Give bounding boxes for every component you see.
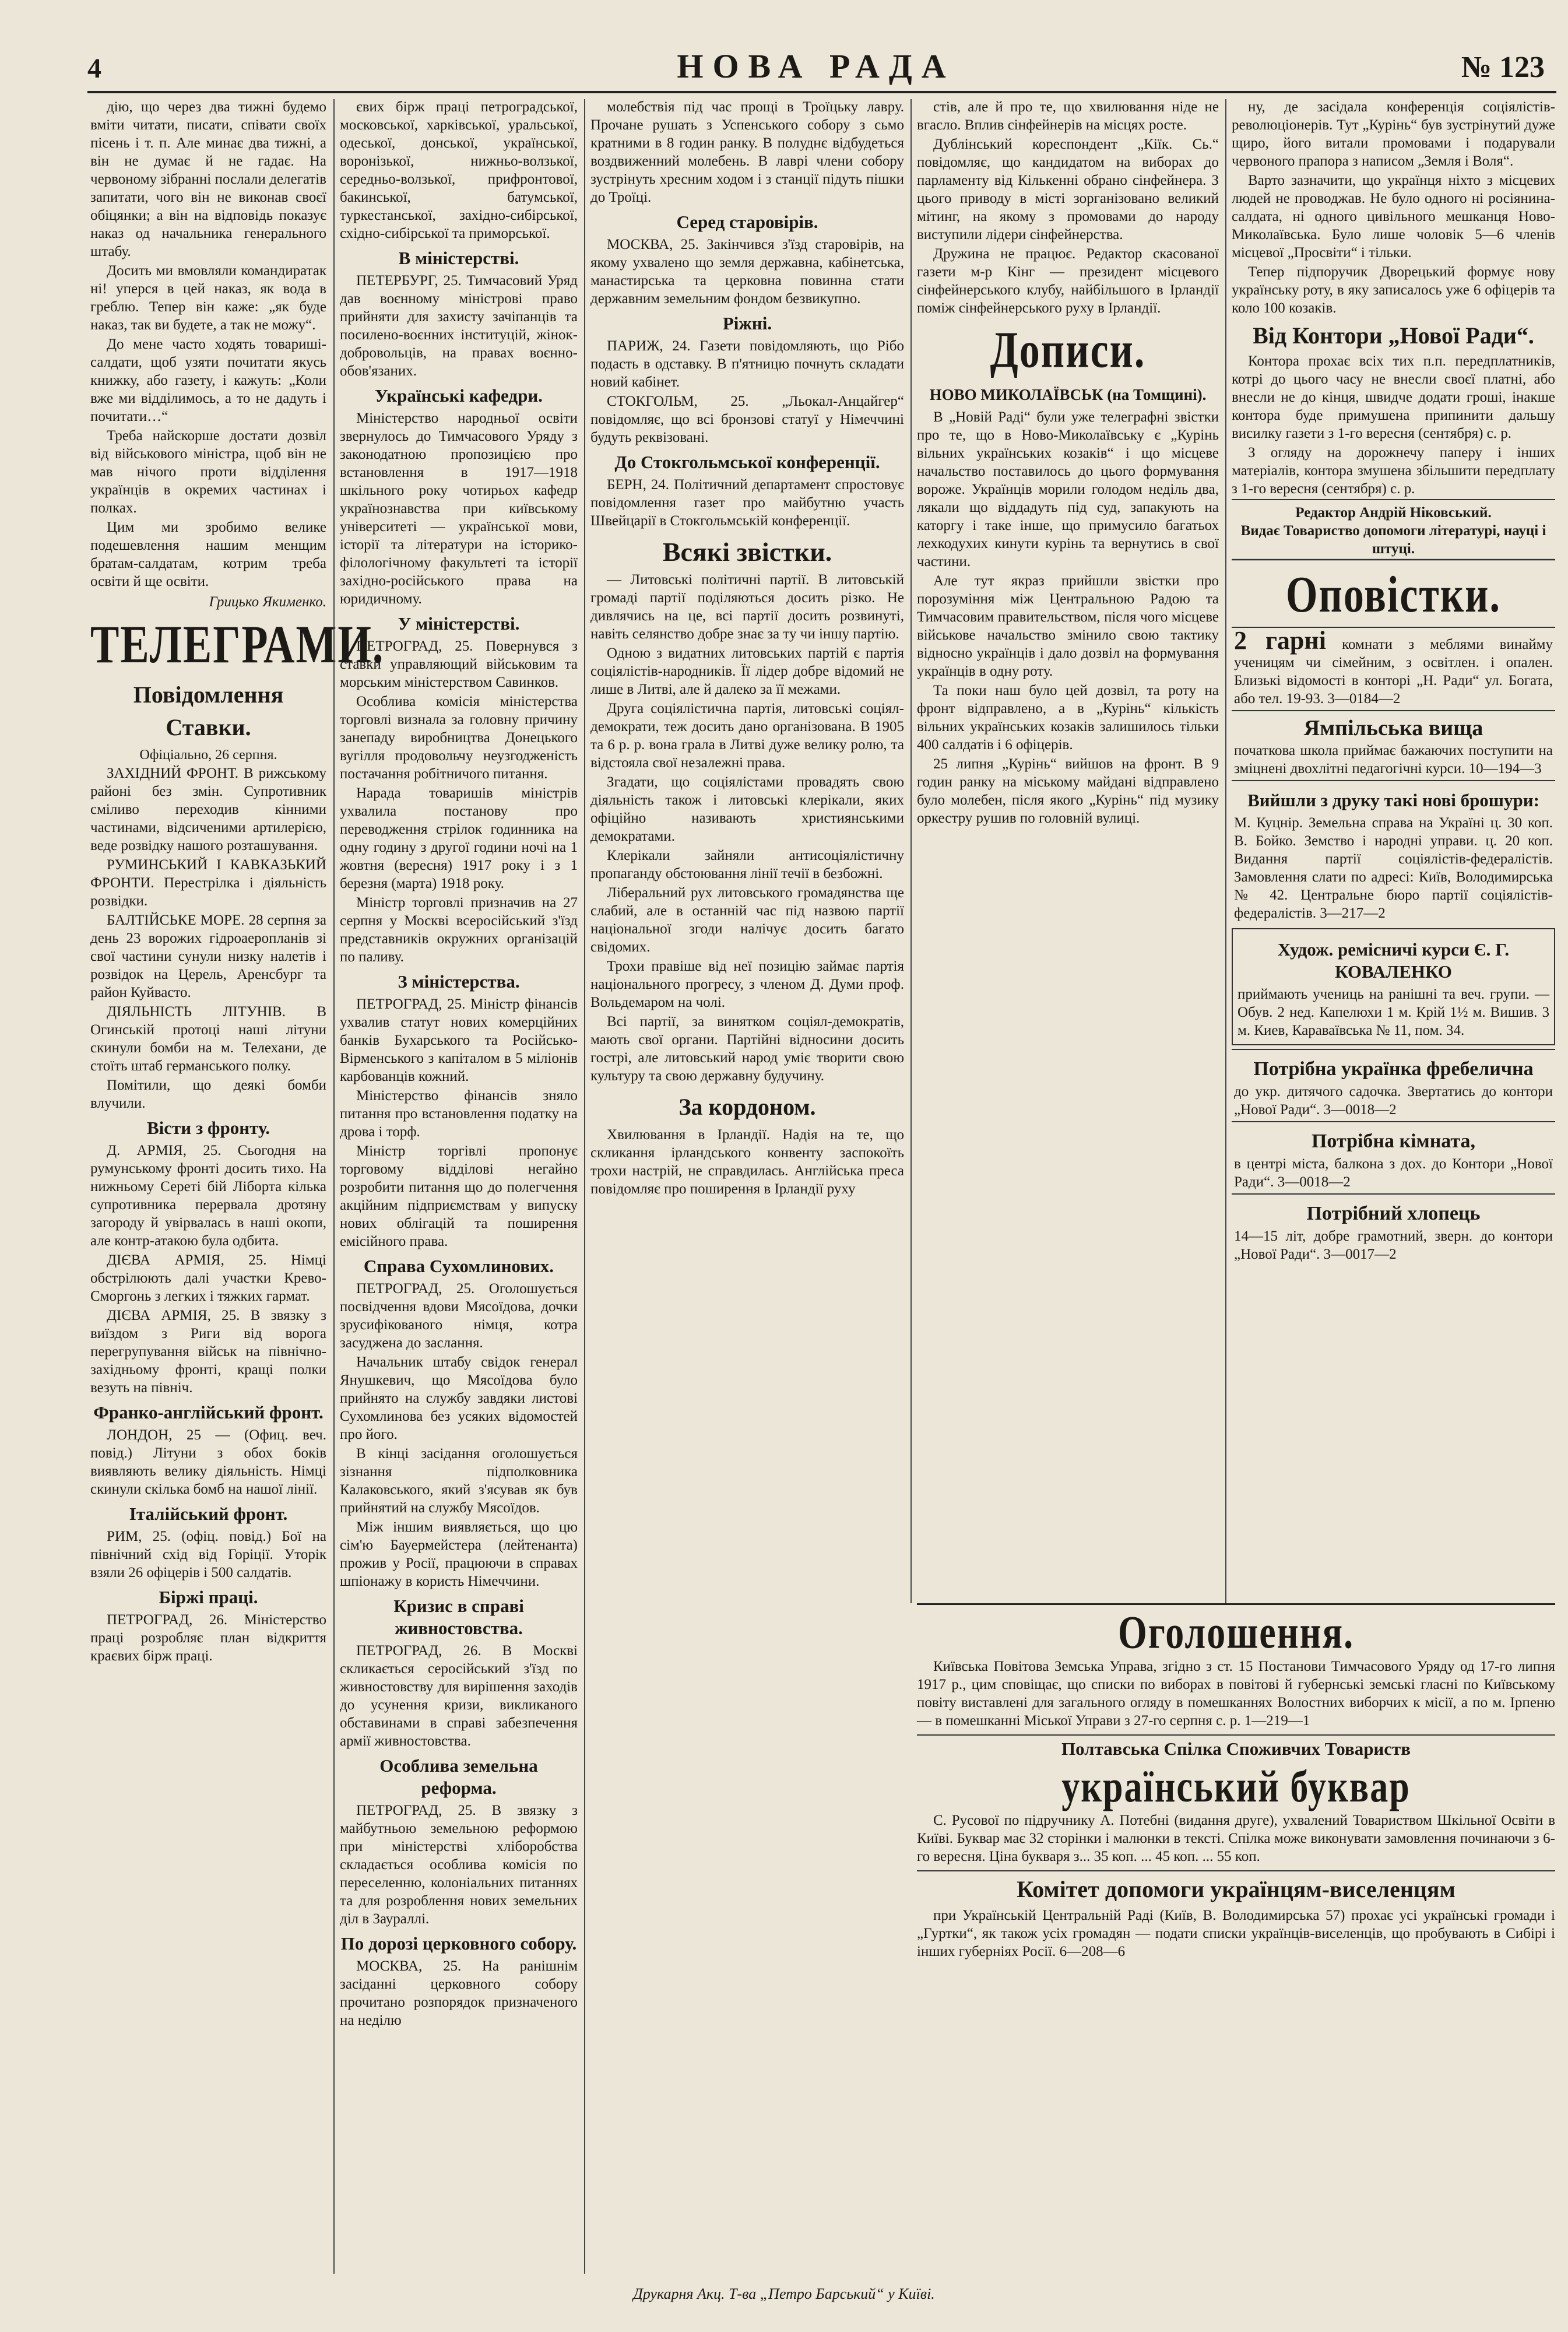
- notice-room-wanted: [1232, 1121, 1555, 1193]
- masthead-rule: [87, 91, 1556, 93]
- heading-novo-mykolaivsk: НОВО МИКОЛАЇВСЬК (на Томщині).: [929, 386, 1207, 403]
- article-paragraph: Між іншим виявляється, що цю сім'ю Бауермейстера (лейтенанта) прожив у Росії, працюючи в справах шпіонажу в користь Німеччини.: [340, 1519, 578, 1589]
- advertisements-block: [917, 1603, 1555, 2281]
- article-paragraph: ПЕТРОГРАД, 25. Оголошується посвідчення вдови Мясоїдова, дочки зрусифікованого німця, котра засуджена до заслання.: [340, 1281, 578, 1351]
- article-paragraph: Цим ми зробимо велике подешевлення нашим менщим братам-салдатам, котрим треба освіти й ще освіти.: [90, 519, 326, 589]
- article-paragraph: ПАРИЖ, 24. Газети повідомляють, що Рібо подасть в одставку. В п'ятницю почнуть складати новий кабінет.: [590, 338, 904, 390]
- notice-courses: [1232, 928, 1555, 1045]
- masthead: [87, 47, 1545, 87]
- article-paragraph: ПЕТРОГРАД, 25. В звязку з майбутньою земельною реформою при міністерстві хліборобства складається особлива комісія по переселенню, колоніальних питаннях та для розроблення нових земельних діл в Заураллі.: [340, 1803, 578, 1927]
- article-paragraph: Одною з видатних литовських партій є партія соціялістів-народників. Її лідер добре відомий не лише в Литві, але й далеко за її межами.: [590, 645, 904, 697]
- column-2: [340, 98, 578, 2278]
- notice-heading: Худож. ремісничі курси Є. Г. КОВАЛЕНКО: [1277, 939, 1510, 982]
- notice-heading: Ямпільська вища: [1303, 716, 1483, 740]
- article-paragraph: Помітили, що деякі бомби влучили.: [90, 1077, 326, 1111]
- article-paragraph: До мене часто ходять товариші-салдати, щоб узяти почитати якусь книжку, або газету, і кажуть: „Коли вже ми відділимось, а то не дадуть і почитати…“: [90, 336, 326, 424]
- notice-text: приймають учениць на ранішні та веч. групи. — Обув. 2 нед. Капелюхи 1 м. Крій 1½ м. Вишив. 3 м. Киев, Караваївська № 11, пом. 34.: [1237, 986, 1549, 1038]
- article-paragraph: ПЕТРОГРАД, 25. Міністр фінансів ухвалив статут нових комерційних банків Бухарського та Російсько-Вірменського з капіталом в 5 міліонів карбованців кожний.: [340, 996, 578, 1084]
- heading-ministry-2: У міністерстві.: [398, 613, 520, 634]
- newspaper-title: НОВА РАДА: [677, 47, 955, 85]
- heading-all-news: Всякі звістки.: [662, 537, 832, 567]
- article-paragraph: ДІЄВА АРМІЯ, 25. Німці обстрілюють далі участки Крево-Сморгонь з легких і тяжких гармат.: [90, 1252, 326, 1304]
- article-paragraph: молебствія під час прощі в Троїцьку лавру. Прочане рушать з Успенського собору з сьмо кратними в 8 годин ранку. В полуднє відбудеться воздвиженний молебень. В лаврі члени собору зустрінуть хресним ходом і з станції підуть пішки до Троїці.: [590, 99, 904, 205]
- article-paragraph: Дружина не працює. Редактор скасованої газети м-р Кінг — президент місцевого сінфейнерського клубу, найбільшого в Ірландії поміж сінфейнерського руху в Ірландії.: [917, 246, 1219, 316]
- notice-heading: Потрібний хлопець: [1306, 1203, 1481, 1224]
- notice-brochures: [1232, 780, 1555, 925]
- article-paragraph: Міністр торгівлі пропонує торговому відділові негайно розробити питання що до полегчення акційним підприємствам у випуску нових облігацій та поширення емісійного права.: [340, 1143, 578, 1249]
- author-signature: Грицько Якименко.: [209, 594, 326, 610]
- article-paragraph: Міністр торговлі призначив на 27 серпня у Москві всеросійський з'їзд представників окружних організацій по паливу.: [340, 895, 578, 965]
- article-paragraph: Та поки наш було цей дозвіл, та роту на фронт відправлено, а в „Курінь“ кількість вільних українських козаків залишилось тільки 400 салдатів і 6 офіцерів.: [917, 683, 1219, 753]
- article-paragraph: СТОКГОЛЬМ, 25. „Льокал-Анцайгер“ повідомляє, що всі бронзові статуї у Німеччині будуть реквізовані.: [590, 394, 904, 445]
- article-paragraph: Начальник штабу свідок генерал Янушкевич, що Мясоїдова було прийнято на службу завдяки листові Сухомлинова без усяких відомостей про його.: [340, 1354, 578, 1442]
- section-heading-telegrams: ТЕЛЕГРАМИ.: [90, 614, 385, 675]
- heading-ministry-3: З міністерства.: [398, 971, 520, 992]
- article-paragraph: Ліберальний рух литовського громадянства ще слабий, але в останній час під назвою партії національної згоди налічує досить багато свідомих.: [590, 885, 904, 955]
- ad-text: С. Русової по підручнику А. Потебні (видання друге), ухвалений Товариством Шкільної Освіти в Київі. Буквар має 32 сторінки і малюнки в тексті. Спілка може виконувати замовлення починаючи з 6-го вересня. Ціна букваря з... 35 коп. ... 45 коп. ... 55 коп.: [917, 1813, 1555, 1864]
- article-paragraph: Варто зазначити, що українця ніхто з місцевих людей не проводжав. Не було одного ні росіянина-салдата, ні одного цивільного мешканця Ново-Миколаївська. Було лише чоловік 5—6 членів місцевої „Просвіти“ і тільки.: [1232, 173, 1555, 261]
- notice-heading: Вийшли з друку такі нові брошури:: [1247, 790, 1539, 810]
- article-paragraph: Клерікали зайняли антисоціялістичну пропаганду обстоювання лінії течії в безбожні.: [590, 848, 904, 881]
- heading-primer: український буквар: [1061, 1762, 1411, 1812]
- heading-church-council: По дорозі церковного собору.: [340, 1933, 577, 1954]
- section-heading-notices: Оповістки.: [1232, 559, 1555, 631]
- article-paragraph: євих бірж праці петроградської, московської, харківської, уральської, одеської, донської, української, воронізької, нижньо-волзької, середньо-волзької, прифронтової, бакинської, батумської, туркестанської, західно-сибірської, східно-сибірської та приморської.: [340, 99, 578, 241]
- article-paragraph: ЗАХІДНИЙ ФРОНТ. В рижському районі без змін. Супротивник сміливо переходив кінними частинами, відсиченими артилерією, веде розвідку нашого розташування.: [90, 765, 326, 854]
- heading-ministry: В міністерстві.: [398, 248, 519, 268]
- heading-office-notice: Від Контори „Нової Ради“.: [1253, 322, 1534, 349]
- publisher-name: Видає Товариство допомоги літературі, науці і штуці.: [1240, 523, 1546, 557]
- heading-front-news: Вісти з фронту.: [146, 1118, 270, 1138]
- column-rule: [910, 99, 912, 1603]
- article-paragraph: Тепер підпоручик Дворецький формує нову українську роту, в яку записалось уже 6 офіцерів та коло 100 козаків.: [1232, 264, 1555, 316]
- article-paragraph: Але тут якраз прийшли звістки про порозуміння між Центральною Радою та Тимчасовим правительством, після чого місцеве військове начальство змінило свою тактику відносно українців і дало дозвіл на формування українців в одну роту.: [917, 573, 1219, 679]
- article-paragraph: ну, де засідала конференція соціялістів-революціонерів. Тут „Курінь“ був зустрінутий дуже щиро, його витали промовами і подарували червоного прапора з написом „Земля і Воля“.: [1232, 99, 1555, 169]
- notice-kindergarten: [1232, 1049, 1555, 1121]
- article-paragraph: ПЕТРОГРАД, 26. Міністерство праці розробляє план відкриття краєвих бірж праці.: [90, 1612, 326, 1664]
- issue-number: № 123: [1461, 51, 1545, 84]
- article-paragraph: ПЕТЕРБУРГ, 25. Тимчасовий Уряд дав воєнному міністрові право прийняти для захисту зачіпанців та посилено-воєнних інституцій, жінок-добровольців, на правах воєнно-обов'язаних.: [340, 273, 578, 379]
- notice-heading: 2 гарні: [1234, 626, 1326, 655]
- column-5: [1232, 98, 1555, 1590]
- heading-poltava-union: Полтавська Спілка Споживчих Товариств: [917, 1734, 1555, 1760]
- notice-text: початкова школа приймає бажаючих поступити на зміцнені двохлітні педагогічні курси. 10—194—3: [1234, 743, 1553, 777]
- heading-stavka: Повідомлення Ставки.: [133, 682, 284, 740]
- dateline: Офіціально, 26 серпня.: [139, 747, 277, 763]
- ad-text: Київська Повітова Земська Управа, згідно з ст. 15 Постанови Тимчасового Уряду од 17-го липня 1917 р., цим сповіщає, що списки по виборах в повітові й губернські земські гласні по Київському повіту виставлені для загального огляду в помешканнях Волостних виборчих к місії, а по м. Ірпеню — в помешканні Міської Управи з 27-го серпня с. р. 1—219—1: [917, 1659, 1555, 1729]
- article-paragraph: Дублінський кореспондент „Кіїк. Сь.“ повідомляє, що кандидатом на виборах до парламенту від Кількенні обрано сінфейнера. З цього приводу в місті зорганізовано великий мітинг, на якому з промовами до народу виступили лідери сінфейнерства.: [917, 136, 1219, 243]
- article-paragraph: Хвилювання в Ірландії. Надія на те, що скликання ірландського конвенту заспокоїть трохи настрій, не справдилась. Англійська преса повідомляє про поширення в Ірландії руху: [590, 1127, 904, 1197]
- column-rule: [584, 99, 585, 2274]
- article-paragraph: 25 липня „Курінь“ вийшов на фронт. В 9 годин ранку на міському майдані відправлено було молебен, після якого „Курінь“ під музику оркестру рушив по головній вулиці.: [917, 756, 1219, 826]
- heading-sukhomlinov-case: Справа Сухомлинових.: [363, 1256, 554, 1276]
- article-paragraph: стів, але й про те, що хвилювання ніде не вгасло. Вплив сінфейнерів на місцях росте.: [917, 99, 1219, 133]
- section-heading-correspondence: Дописи.: [990, 322, 1146, 379]
- heading-franco-english-front: Франко-англійський фронт.: [93, 1402, 324, 1423]
- article-paragraph: — Литовські політичні партії. В литовській громаді партії поділяються досить різко. Не дивлячись на це, всі партії досить розвинуті, навіть селянство добре знає за ту чи іншу партію.: [590, 572, 904, 642]
- printer-line: Друкарня Акц. Т-ва „Петро Барський“ у Київі.: [633, 2285, 935, 2302]
- article-paragraph: ЛОНДОН, 25 — (Офиц. веч. повід.) Літуни з обох боків виявляють велику діяльність. Німці скинули скілька бомб на нашої лінії.: [90, 1427, 326, 1497]
- notice-boy-wanted: [1232, 1193, 1555, 1266]
- heading-abroad: За кордоном.: [678, 1094, 816, 1120]
- article-paragraph: РУМИНСЬКИЙ І КАВКАЗЬКИЙ ФРОНТИ. Перестрілка і діяльність розвідки.: [90, 857, 326, 909]
- column-rule: [333, 99, 335, 2274]
- heading-food-crisis: Кризис в справі живностовства.: [393, 1596, 524, 1638]
- article-paragraph: В кінці засідання оголошується зізнання підполковника Калаковського, який з'ясував як був прийнятий на службу Мясоїдов.: [340, 1446, 578, 1516]
- column-4: [917, 98, 1219, 1590]
- notice-heading: Потрібна українка фребелична: [1253, 1058, 1534, 1080]
- heading-ukrainian-chairs: Українські кафедри.: [375, 385, 543, 406]
- heading-committee: Комітет допомоги українцям-виселенцям: [917, 1870, 1555, 1904]
- section-heading-advertisements: Оголошення.: [1117, 1606, 1355, 1658]
- heading-italian-front: Італійський фронт.: [129, 1504, 288, 1524]
- notice-text: комнати з меблями винайму ученицям чи сімейним, з освітлен. і опален. Близькі відомості в конторі „Н. Ради“ ул. Богата, або тел. 19-93. 3—0184—2: [1234, 637, 1553, 707]
- column-3: [590, 98, 904, 1590]
- article-paragraph: МОСКВА, 25. На ранішнім засіданні церковного собору прочитано розпорядок призначеного на неділю: [340, 1958, 578, 2028]
- notice-text: 14—15 літ, добре грамотний, зверн. до контори „Нової Ради“. 3—0017—2: [1234, 1228, 1553, 1262]
- article-paragraph: Досить ми вмовляли командиратак ні! уперся в цей наказ, як вода в греблю. Тепер він каже: „як буде наказ, так ви будете, а так не можу“.: [90, 263, 326, 333]
- page-number: 4: [87, 53, 101, 84]
- article-paragraph: ДІЯЛЬНІСТЬ ЛІТУНІВ. В Огинській протоці наші літуни скинули бомби на м. Телехани, де стоїть штаб германського полку.: [90, 1004, 326, 1074]
- notice-school: [1232, 710, 1555, 780]
- article-paragraph: Міністерство фінансів зняло питання про встановлення податку на дрова і торф.: [340, 1088, 578, 1140]
- article-paragraph: Згадати, що соціялістами провадять свою діяльність також і литовські клерікали, яких офіційно називають християнськими демократами.: [590, 774, 904, 844]
- article-paragraph: Друга соціялістична партія, литовські соціял-демократи, теж досить дано організована. В 1905 та 6 р. р. вона грала в Литві дуже велику ролю, та відстояла свої незалежні права.: [590, 701, 904, 771]
- heading-labor-exchanges: Біржі праці.: [159, 1587, 258, 1607]
- article-paragraph: дію, що через два тижні будемо вміти читати, писати, співати своїх пісень і т. п. Але минає два тижні, а він не думає й не гадає. На червоному зібранні послали делегатів запитати, чого він не виконав своєї обіцянки; а він на відповідь показує наказ од начальника генерального штабу.: [90, 99, 326, 259]
- article-paragraph: МОСКВА, 25. Закінчився з'їзд старовірів, на якому ухвалено що земля державна, кабінетська, манастирська та церковна повинна стати державним земельним фондом безвикупно.: [590, 237, 904, 307]
- column-1: [90, 98, 385, 2278]
- article-paragraph: Всі партії, за винятком соціял-демократів, мають свої органи. Партійні відносини досить гострі, але литовський народ уміє творити свою культуру та свою державну будучину.: [590, 1014, 904, 1084]
- article-paragraph: З огляду на дорожнечу паперу і інших матеріалів, контора змушена збільшити передплату з 1-го вересня (сентября) с. р.: [1232, 445, 1555, 497]
- column-rule: [1225, 99, 1226, 1603]
- article-paragraph: Треба найскорше достати дозвіл від військового міністра, щоб він не мав нічого проти відділення українців в окремих частинах і полках.: [90, 428, 326, 516]
- ad-text: при Українській Центральній Раді (Київ, В. Володимирська 57) прохає усі українські громади і „Гуртки“, як також усіх громадян — подати списки українців-виселенців, що пробувають в Сибірі і інших губерніях Росії. 6—208—6: [917, 1908, 1555, 1959]
- article-paragraph: ДІЄВА АРМІЯ, 25. В звязку з виїздом з Риги від ворога перегрупування військ на північно-західньому фронті, кращі полки везуть на північ.: [90, 1308, 326, 1396]
- article-paragraph: Нарада товаришів міністрів ухвалила постанову про переводження стрілок годинника на одну годину з другої години ночі на 1 жовтня (вересня) 1917 року і з 1 березня (марта) 1918 року.: [340, 785, 578, 891]
- article-paragraph: ПЕТРОГРАД, 26. В Москві скликається серосійський з'їзд по живностовству для вирішення заходів до усунення кризи, викликаного обставинами в справі забезпечення армії живностовства.: [340, 1643, 578, 1749]
- heading-old-believers: Серед старовірів.: [676, 212, 818, 232]
- article-paragraph: Д. АРМІЯ, 25. Сьогодня на румунському фронті досить тихо. На нижньому Сереті бій Ліборта кілька супротивника перервала дротяну загороду й увірвалась в наші окопи, але контр-атакою була одбита.: [90, 1143, 326, 1249]
- article-paragraph: ПЕТРОГРАД, 25. Повернувся з ставки управляющий військовим та морським міністерством Савинков.: [340, 638, 578, 690]
- article-paragraph: БЕРН, 24. Політичний департамент спростовує повідомлення газет про майбутню участь Швейцарії в Стокгольмській конференції.: [590, 477, 904, 529]
- heading-various: Ріжні.: [722, 313, 772, 333]
- article-paragraph: Трохи правіше від неї позицію займає партія національного прогресу, з членом Д. Думи проф. Вольдемаром на чолі.: [590, 958, 904, 1010]
- article-paragraph: РИМ, 25. (офіц. повід.) Бої на північний схід від Горіції. Уторік взяли 26 офіцерів і 500 салдатів.: [90, 1529, 326, 1581]
- editor-block: [1232, 499, 1555, 560]
- notice-text: до укр. дитячого садочка. Звертатись до контори „Нової Ради“. 3—0018—2: [1234, 1084, 1553, 1118]
- notice-text: в центрі міста, балкона з дох. до Контори „Нової Ради“. 3—0018—2: [1234, 1156, 1553, 1190]
- article-paragraph: БАЛТІЙСЬКЕ МОРЕ. 28 серпня за день 23 ворожих гідроаеропланів зі свої частини сунули низку налетів і розвідок на Церель, Аренсбург та район Куйвасто.: [90, 912, 326, 1000]
- article-paragraph: Особлива комісія міністерства торговлі визнала за головну причину занепаду виробництва Донецького вугілля продовольчу неузгодженість постачання робітничого питання.: [340, 694, 578, 782]
- article-paragraph: Контора прохає всіх тих п.п. передплатників, котрі до цього часу не внесли своєї платні, або внесли не до кінця, швидче додати гроші, інакше контора буде примушена припинити дальшу висилку газети з 1-го вересня (сентября) с. р.: [1232, 353, 1555, 441]
- article-paragraph: Міністерство народньої освіти звернулось до Тимчасового Уряду з законодатною пропозицією про встановлення в 1917—1918 шкільного року чотирьох кафедр українознавства при київському університеті — української мови, історії та літератури на історико-філологічному факультеті та історії західно-російського права на юридичному.: [340, 410, 578, 607]
- notice-rooms: [1232, 627, 1555, 710]
- notice-text: М. Куцнір. Земельна справа на Україні ц. 30 коп. В. Бойко. Земство і народні управи. ц. 20 коп. Видання партії соціялістів-федералістів. Замовлення слати по адресі: Київ, Володимирська № 42. Центральне бюро партії соціялістів-федералістів. 3—217—2: [1234, 815, 1553, 921]
- article-paragraph: В „Новій Раді“ були уже телеграфні звістки про те, що в Ново-Миколаївську є „Курінь вільних українських козаків“ і що місцеве начальство поставилось до цього формування вороже. Українців морили голодом неділь два, лякали що віддадуть під суд, запакують на каторгу і таке інше, що примусило багатьох лехкодухих кинути курінь та вернутись в свої частини.: [917, 409, 1219, 570]
- notice-heading: Потрібна кімната,: [1311, 1130, 1476, 1152]
- heading-land-reform: Особлива земельна реформа.: [379, 1755, 538, 1798]
- heading-stockholm-conference: До Стокгольмської конференції.: [614, 452, 880, 472]
- editor-name: Редактор Андрій Ніковський.: [1295, 505, 1492, 521]
